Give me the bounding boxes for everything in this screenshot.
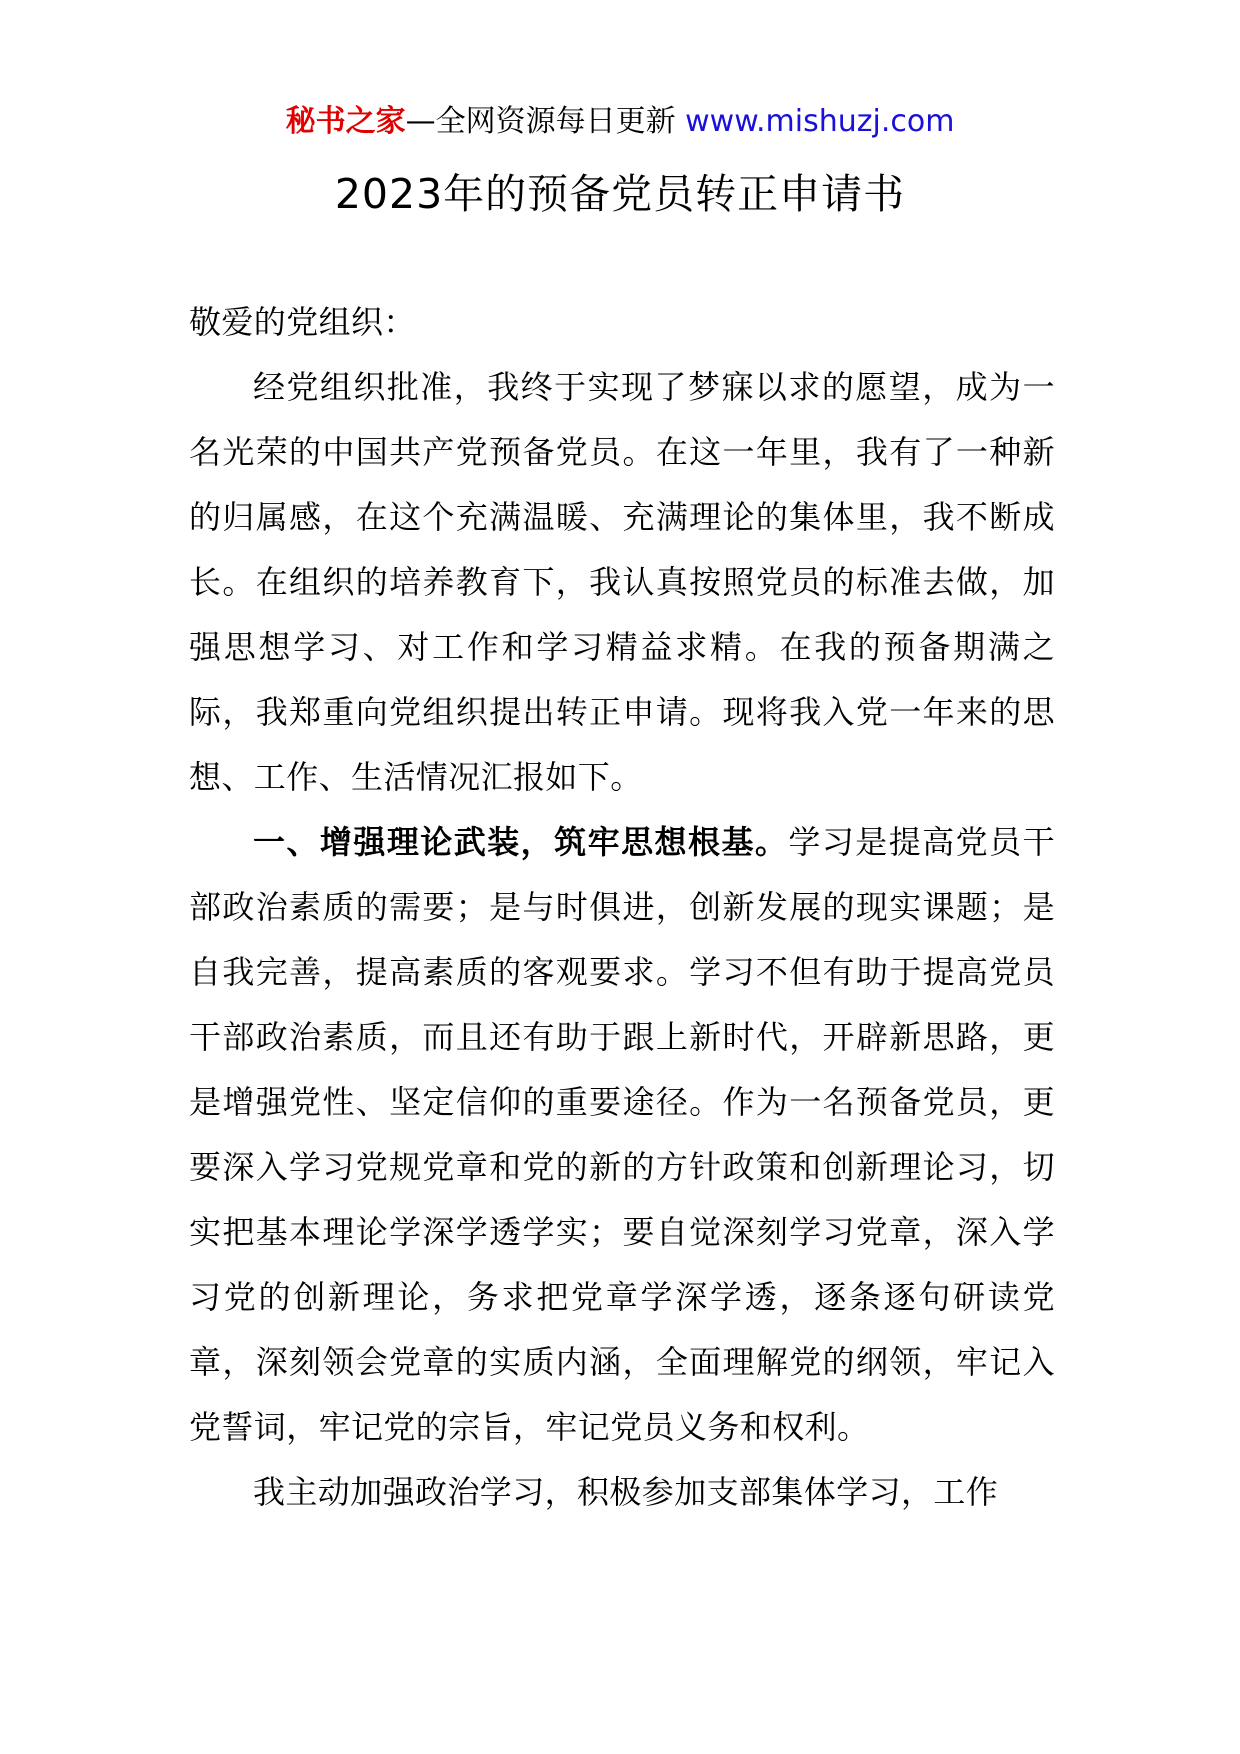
paragraph-3 [189,1460,1055,1525]
paragraph-1 [189,355,1055,810]
site-tagline: —全网资源每日更新 [405,104,676,139]
document-title: 2023年的预备党员转正申请书 [334,170,906,218]
salutation: 敬爱的党组织： [189,303,416,341]
paragraph-1-text: 经党组织批准，我终于实现了梦寐以求的愿望，成为一名光荣的中国共产党预备党员。在这一年里，我有了一种新的归属感，在这个充满温暖、充满理论的集体里，我不断成长。在组织的培养教育下，我认真按照党员的标准去做，加强思想学习、对工作和学习精益求精。在我的预备期满之际，我郑重向党组织提出转正申请。现将我入党一年来的思想、工作、生活情况汇报如下。 [189,368,1055,796]
paragraph-2-text: 学习是提高党员干部政治素质的需要；是与时俱进，创新发展的现实课题；是自我完善，提高素质的客观要求。学习不但有助于提高党员干部政治素质，而且还有助于跟上新时代，开辟新思路，更是增强党性、坚定信仰的重要途径。作为一名预备党员，更要深入学习党规党章和党的新的方针政策和创新理论习，切实把基本理论学深学透学实；要自觉深刻学习党章，深入学习党的创新理论，务求把党章学深学透，逐条逐句研读党章，深刻领会党章的实质内涵，全面理解党的纲领，牢记入党誓词，牢记党的宗旨，牢记党员义务和权利。 [189,823,1055,1446]
paragraph-2-lead: 一、增强理论武装，筑牢思想根基。 [253,823,789,861]
paragraph-3-text: 我主动加强政治学习，积极参加支部集体学习，工作 [253,1473,999,1511]
paragraph-2 [189,810,1055,1460]
document-body [189,290,1055,1525]
site-brand: 秘书之家 [285,104,406,139]
site-header [0,102,1240,142]
site-url-link[interactable]: www.mishuzj.com [685,104,955,139]
